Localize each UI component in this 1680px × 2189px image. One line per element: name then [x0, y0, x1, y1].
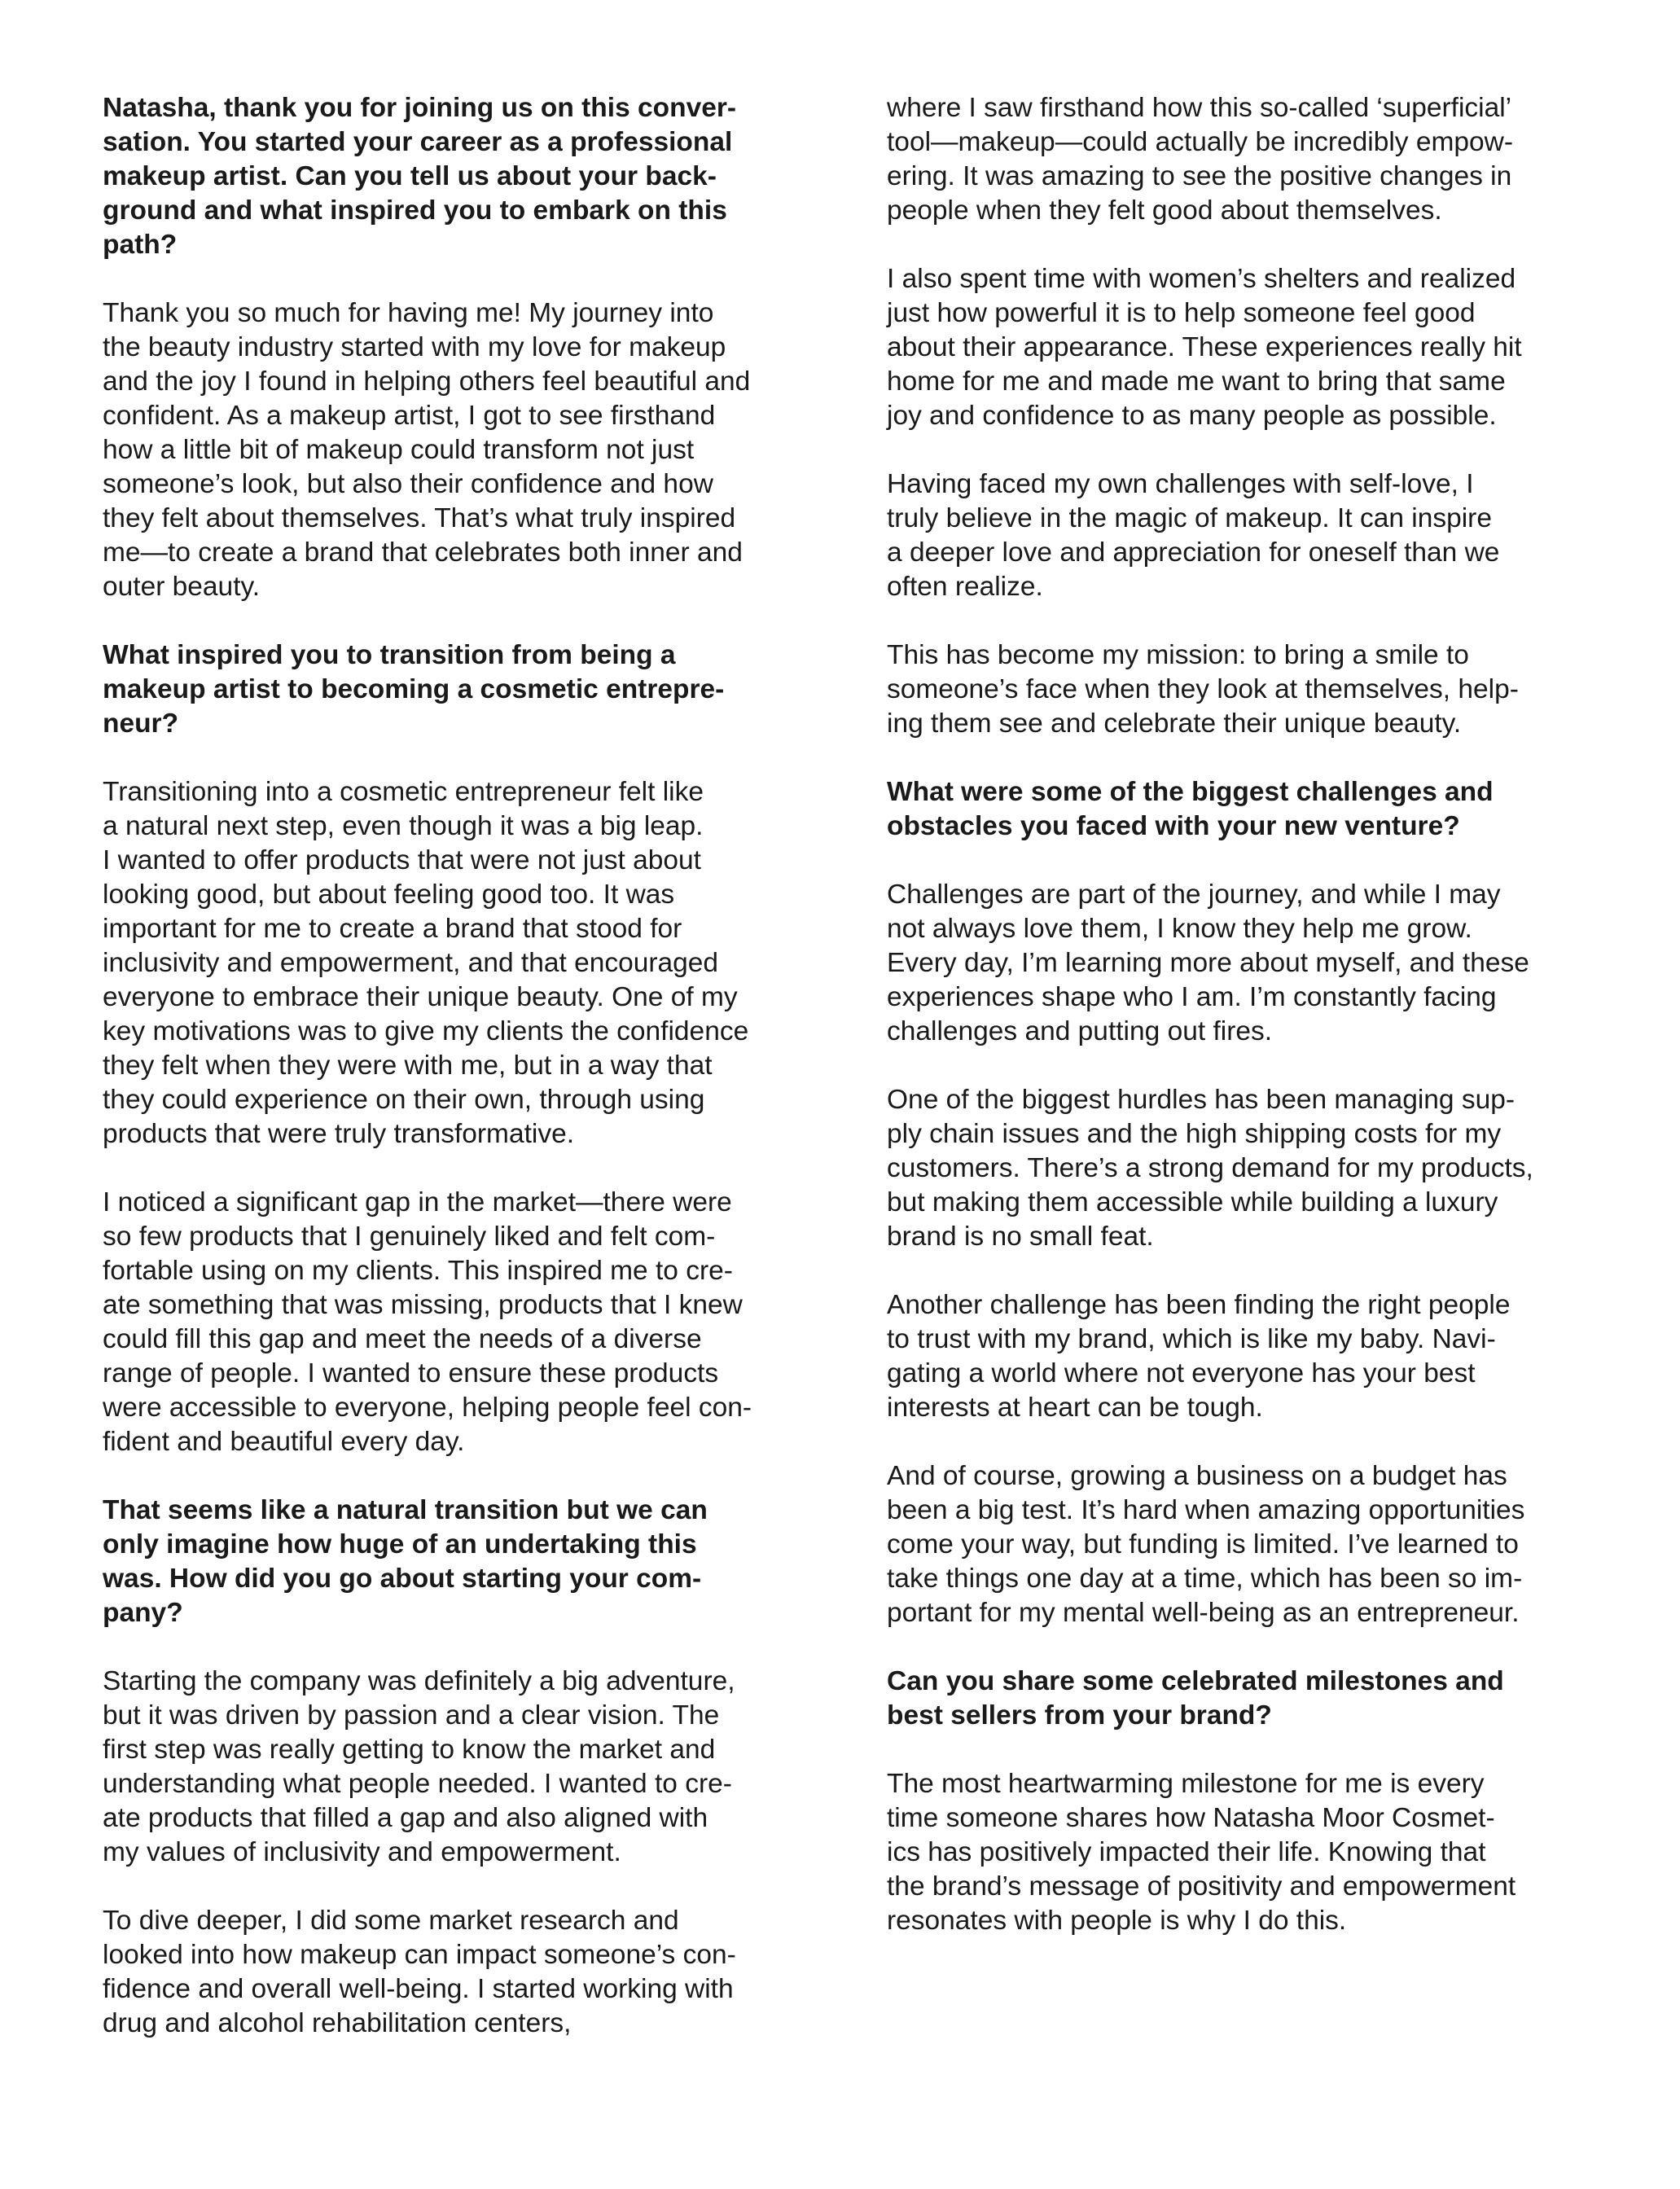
text-line: This has become my mission: to bring a smile to — [887, 640, 1469, 670]
text-line: to trust with my brand, which is like my baby. Navi- — [887, 1324, 1496, 1354]
text-line: I noticed a significant gap in the market—there were — [103, 1187, 732, 1217]
text-line: and the joy I found in helping others feel beautiful and — [103, 366, 751, 397]
text-line: experiences shape who I am. I’m constantly facing — [887, 982, 1497, 1012]
text-line: about their appearance. These experiences really hit — [887, 332, 1522, 362]
interview-answer — [103, 1904, 819, 2041]
text-line: Every day, I’m learning more about myself, and these — [887, 948, 1529, 978]
text-line: path? — [103, 230, 178, 260]
text-line: challenges and putting out fires. — [887, 1016, 1273, 1046]
text-line: fident and beautiful every day. — [103, 1427, 465, 1457]
text-line: but making them accessible while building a luxury — [887, 1187, 1498, 1217]
interview-answer — [887, 1288, 1579, 1425]
text-line: products that were truly transformative. — [103, 1119, 575, 1149]
text-line: key motivations was to give my clients the confidence — [103, 1016, 749, 1046]
text-line: drug and alcohol rehabilitation centers, — [103, 2008, 572, 2038]
text-line: truly believe in the magic of makeup. It can inspire — [887, 503, 1492, 533]
text-line: important for me to create a brand that stood for — [103, 914, 682, 944]
text-line: resonates with people is why I do this. — [887, 1906, 1347, 1936]
text-line: That seems like a natural transition but we can — [103, 1495, 708, 1525]
text-line: me—to create a brand that celebrates both inner and — [103, 537, 743, 568]
text-line: how a little bit of makeup could transform not just — [103, 435, 695, 465]
text-line: makeup artist. Can you tell us about your back- — [103, 161, 717, 191]
text-line: What were some of the biggest challenges and — [887, 777, 1494, 807]
text-line: first step was really getting to know the market and — [103, 1735, 716, 1765]
text-line: fortable using on my clients. This inspired me to cre- — [103, 1256, 733, 1286]
text-line: could fill this gap and meet the needs of a diverse — [103, 1324, 702, 1354]
interview-answer — [103, 1186, 819, 1459]
text-line: Transitioning into a cosmetic entrepreneur felt like — [103, 777, 704, 807]
text-line: ing them see and celebrate their unique beauty. — [887, 708, 1462, 739]
text-line: tool—makeup—could actually be incredibly empow- — [887, 127, 1514, 157]
text-line: gating a world where not everyone has your best — [887, 1358, 1476, 1388]
interview-answer — [103, 296, 819, 604]
text-line: where I saw firsthand how this so-called ‘superficial’ — [887, 93, 1512, 123]
text-line: only imagine how huge of an undertaking this — [103, 1529, 697, 1559]
text-line: a natural next step, even though it was a big leap. — [103, 811, 704, 841]
text-line: my values of inclusivity and empowerment. — [103, 1837, 621, 1867]
text-line: brand is no small feat. — [887, 1222, 1154, 1252]
text-line: ground and what inspired you to embark on this — [103, 195, 727, 226]
text-line: home for me and made me want to bring that same — [887, 366, 1506, 397]
text-line: Another challenge has been finding the right people — [887, 1290, 1511, 1320]
text-line: The most heartwarming milestone for me is every — [887, 1769, 1485, 1799]
text-line: so few products that I genuinely liked and felt com- — [103, 1222, 716, 1252]
text-line: customers. There’s a strong demand for my products, — [887, 1153, 1533, 1183]
text-line: the brand’s message of positivity and empowerment — [887, 1871, 1516, 1902]
text-line: range of people. I wanted to ensure these products — [103, 1358, 719, 1388]
right-column — [887, 91, 1579, 1938]
interview-question — [887, 775, 1579, 844]
text-line: inclusivity and empowerment, and that encouraged — [103, 948, 719, 978]
interview-question — [887, 1665, 1579, 1733]
text-line: been a big test. It’s hard when amazing opportunities — [887, 1495, 1525, 1525]
text-line: What inspired you to transition from being a — [103, 640, 676, 670]
text-line: interests at heart can be tough. — [887, 1393, 1263, 1423]
text-line: ate something that was missing, products that I knew — [103, 1290, 743, 1320]
text-line: joy and confidence to as many people as possible. — [887, 401, 1497, 431]
interview-answer — [103, 775, 819, 1152]
text-line: ply chain issues and the high shipping costs for my — [887, 1119, 1502, 1149]
text-line: I also spent time with women’s shelters and realized — [887, 264, 1516, 294]
text-line: someone’s look, but also their confidence and how — [103, 469, 713, 499]
text-line: was. How did you go about starting your com- — [103, 1564, 702, 1594]
interview-answer — [103, 1665, 819, 1870]
text-line: everyone to embrace their unique beauty. One of my — [103, 982, 738, 1012]
text-line: confident. As a makeup artist, I got to see firsthand — [103, 401, 716, 431]
text-line: One of the biggest hurdles has been managing sup- — [887, 1085, 1516, 1115]
text-line: To dive deeper, I did some market research and — [103, 1906, 679, 1936]
text-line: outer beauty. — [103, 572, 261, 602]
text-line: ering. It was amazing to see the positive changes in — [887, 161, 1512, 191]
text-line: time someone shares how Natasha Moor Cosmet- — [887, 1803, 1495, 1833]
interview-answer — [887, 1459, 1579, 1630]
text-line: Starting the company was definitely a big adventure, — [103, 1666, 735, 1696]
text-line: not always love them, I know they help me grow. — [887, 914, 1472, 944]
left-column — [103, 91, 819, 2041]
interview-answer — [887, 1083, 1579, 1254]
text-line: they could experience on their own, through using — [103, 1085, 705, 1115]
interview-question — [103, 1494, 819, 1630]
interview-question — [103, 638, 819, 741]
text-line: take things one day at a time, which has been so im- — [887, 1564, 1523, 1594]
text-line: fidence and overall well-being. I started working with — [103, 1974, 734, 2004]
text-line: but it was driven by passion and a clear vision. The — [103, 1700, 720, 1731]
text-line: they felt when they were with me, but in a way that — [103, 1051, 713, 1081]
text-line: makeup artist to becoming a cosmetic entrepre- — [103, 674, 725, 704]
interview-answer — [887, 262, 1579, 433]
text-line: best sellers from your brand? — [887, 1700, 1272, 1731]
text-line: come your way, but funding is limited. I’ve learned to — [887, 1529, 1519, 1559]
text-line: And of course, growing a business on a budget has — [887, 1461, 1507, 1491]
interview-answer — [887, 467, 1579, 604]
text-line: Thank you so much for having me! My journey into — [103, 298, 714, 328]
interview-question — [103, 91, 819, 262]
text-line: pany? — [103, 1598, 183, 1628]
text-line: often realize. — [887, 572, 1043, 602]
text-line: obstacles you faced with your new venture? — [887, 811, 1460, 841]
text-line: they felt about themselves. That’s what truly inspired — [103, 503, 736, 533]
text-line: sation. You started your career as a professional — [103, 127, 733, 157]
text-line: understanding what people needed. I wanted to cre- — [103, 1769, 732, 1799]
text-line: looked into how makeup can impact someone’s con- — [103, 1940, 736, 1970]
text-line: ics has positively impacted their life. Knowing that — [887, 1837, 1486, 1867]
text-line: Having faced my own challenges with self-love, I — [887, 469, 1474, 499]
text-line: neur? — [103, 708, 179, 739]
text-line: people when they felt good about themselves. — [887, 195, 1442, 226]
interview-answer — [887, 878, 1579, 1049]
text-line: ate products that filled a gap and also aligned with — [103, 1803, 708, 1833]
text-line: were accessible to everyone, helping people feel con- — [103, 1393, 752, 1423]
text-line: someone’s face when they look at themselves, help- — [887, 674, 1519, 704]
interview-answer — [887, 91, 1579, 228]
text-line: portant for my mental well-being as an entrepreneur. — [887, 1598, 1520, 1628]
text-line: the beauty industry started with my love for makeup — [103, 332, 726, 362]
text-line: looking good, but about feeling good too. It was — [103, 880, 675, 910]
text-line: just how powerful it is to help someone feel good — [887, 298, 1476, 328]
interview-answer — [887, 638, 1579, 741]
interview-answer — [887, 1767, 1579, 1938]
text-line: I wanted to offer products that were not just about — [103, 845, 701, 875]
text-line: Natasha, thank you for joining us on this conver- — [103, 93, 737, 123]
text-line: a deeper love and appreciation for oneself than we — [887, 537, 1500, 568]
text-line: Can you share some celebrated milestones and — [887, 1666, 1504, 1696]
text-line: Challenges are part of the journey, and while I may — [887, 880, 1501, 910]
